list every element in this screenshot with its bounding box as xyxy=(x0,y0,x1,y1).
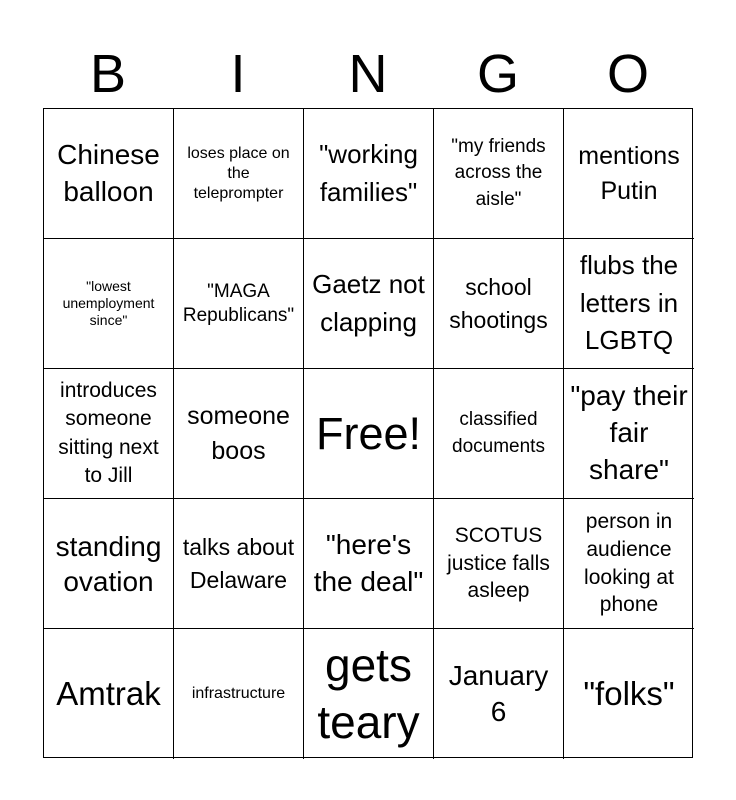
cell-text: talks about Delaware xyxy=(182,534,295,593)
bingo-cell-2-1[interactable] xyxy=(44,239,174,369)
bingo-cell-5-1[interactable] xyxy=(44,629,174,759)
bingo-cell-1-3[interactable] xyxy=(304,109,434,239)
bingo-cell-4-2[interactable] xyxy=(174,499,304,629)
cell-text: Chinese balloon xyxy=(57,138,160,207)
cell-text: "pay their fair share" xyxy=(570,380,688,485)
bingo-cell-4-5[interactable] xyxy=(564,499,694,629)
bingo-header xyxy=(43,40,693,108)
bingo-cell-3-4[interactable] xyxy=(434,369,564,499)
cell-text: school shootings xyxy=(449,274,548,333)
bingo-cell-4-1[interactable] xyxy=(44,499,174,629)
bingo-cell-5-2[interactable] xyxy=(174,629,304,759)
cell-text: "my friends across the aisle" xyxy=(451,135,546,210)
bingo-cell-3-5[interactable] xyxy=(564,369,694,499)
bingo-cell-2-4[interactable] xyxy=(434,239,564,369)
bingo-cell-5-3[interactable] xyxy=(304,629,434,759)
bingo-cell-2-3[interactable] xyxy=(304,239,434,369)
cell-text: "working families" xyxy=(319,138,418,207)
cell-text: Gaetz not clapping xyxy=(312,268,425,337)
cell-text: "lowest unemployment since" xyxy=(62,278,155,328)
cell-text: flubs the letters in LGBTQ xyxy=(579,249,679,356)
cell-text: "folks" xyxy=(583,675,675,713)
cell-text: standing ovation xyxy=(55,530,162,597)
cell-text: introduces someone sitting next to Jill xyxy=(58,378,159,487)
bingo-cell-1-4[interactable] xyxy=(434,109,564,239)
bingo-cell-1-2[interactable] xyxy=(174,109,304,239)
cell-text: "here's the deal" xyxy=(313,529,424,597)
bingo-cell-4-3[interactable] xyxy=(304,499,434,629)
cell-text: gets teary xyxy=(317,638,420,748)
free-space: Free! xyxy=(315,407,422,459)
cell-text: "MAGA Republicans" xyxy=(182,280,295,326)
cell-text: mentions Putin xyxy=(578,141,680,205)
bingo-board xyxy=(43,108,693,758)
cell-text: SCOTUS justice falls asleep xyxy=(447,523,550,603)
cell-text: person in audience looking at phone xyxy=(584,510,674,617)
cell-text: classified documents xyxy=(452,408,545,457)
header-letter-n: N xyxy=(348,44,388,104)
header-letter-i: I xyxy=(230,44,246,104)
bingo-cell-2-5[interactable] xyxy=(564,239,694,369)
bingo-cell-5-4[interactable] xyxy=(434,629,564,759)
cell-text: infrastructure xyxy=(191,685,286,702)
bingo-cell-1-5[interactable] xyxy=(564,109,694,239)
bingo-cell-1-1[interactable] xyxy=(44,109,174,239)
header-letter-o: O xyxy=(606,44,649,104)
bingo-cell-2-2[interactable] xyxy=(174,239,304,369)
bingo-cell-4-4[interactable] xyxy=(434,499,564,629)
header-letter-g: G xyxy=(476,44,519,104)
cell-text: someone boos xyxy=(187,401,290,465)
bingo-cell-3-1[interactable] xyxy=(44,369,174,499)
cell-text: January 6 xyxy=(448,659,549,727)
bingo-cell-3-3[interactable] xyxy=(304,369,434,499)
bingo-cell-5-5[interactable] xyxy=(564,629,694,759)
cell-text: Amtrak xyxy=(56,675,161,713)
bingo-cell-3-2[interactable] xyxy=(174,369,304,499)
cell-text: loses place on the teleprompter xyxy=(187,144,290,202)
header-letter-b: B xyxy=(89,44,127,104)
